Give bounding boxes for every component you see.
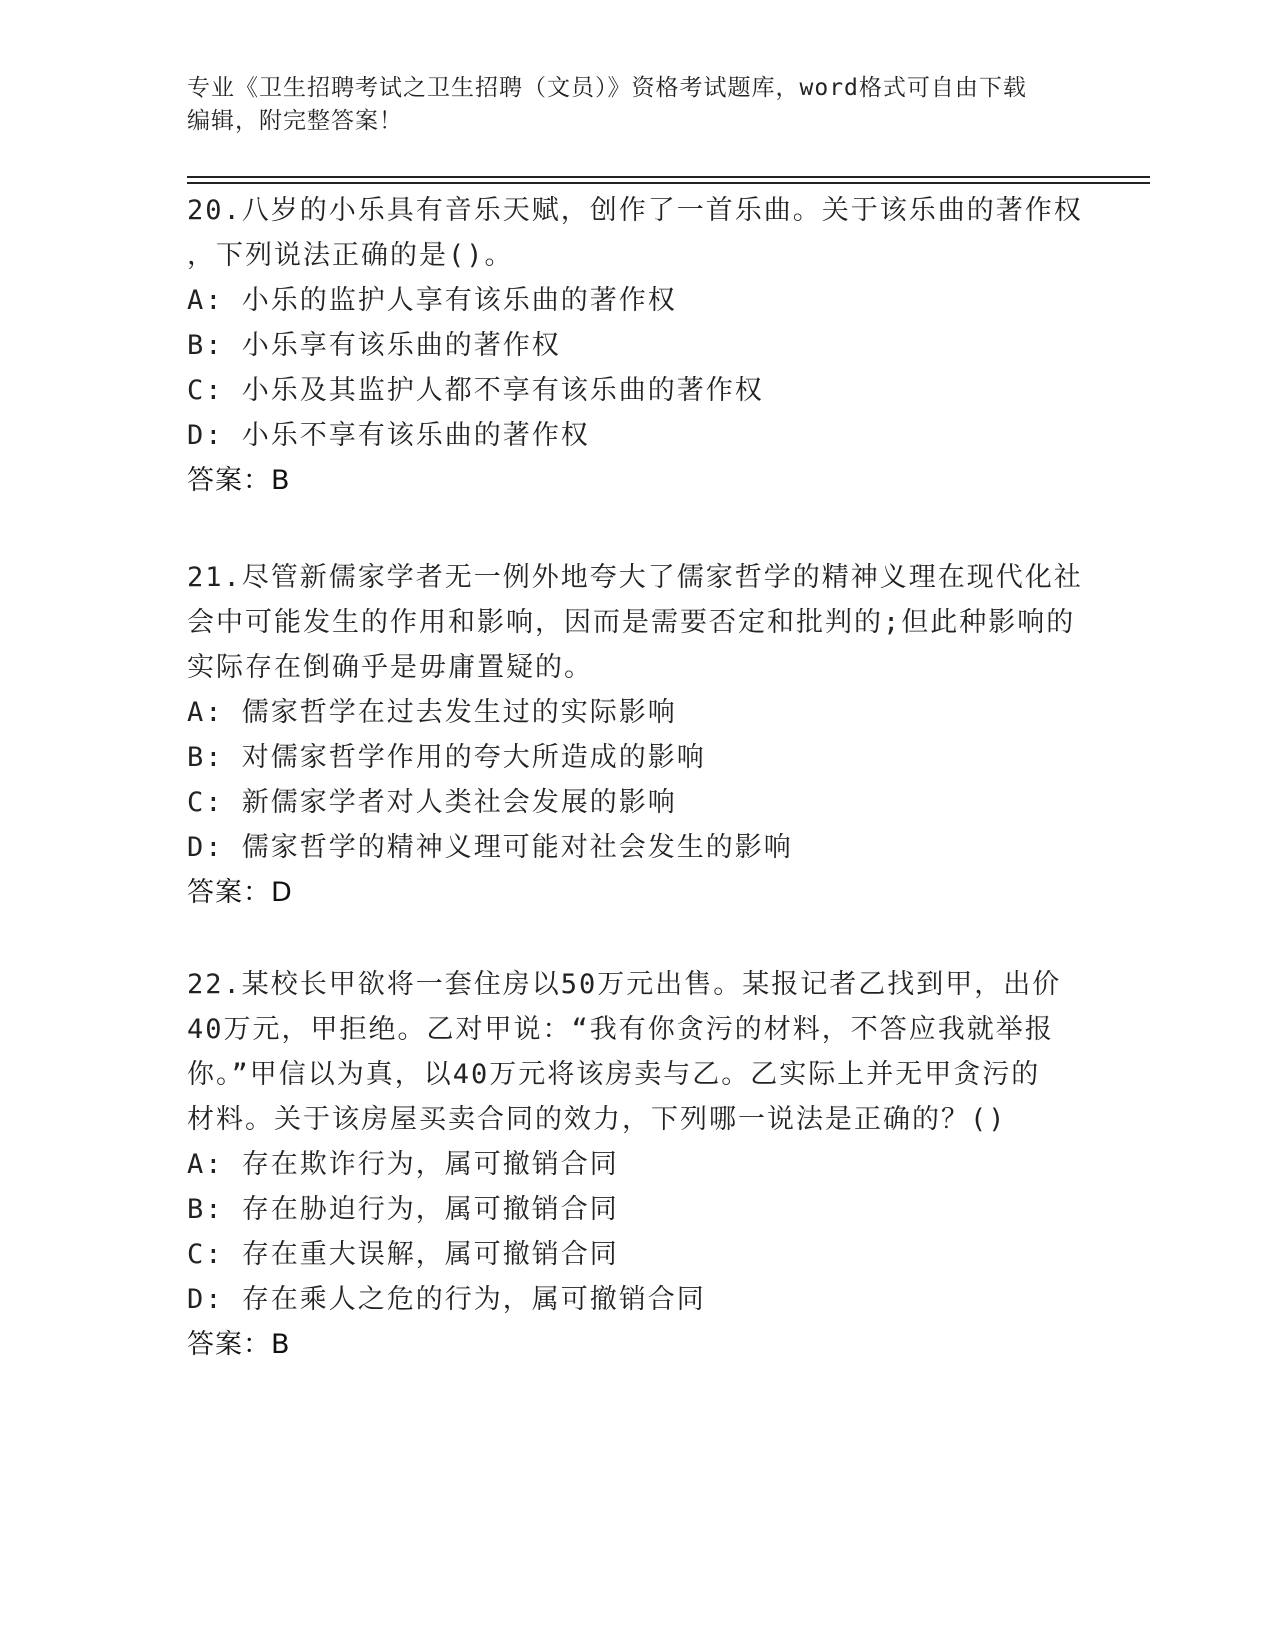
header-divider-bottom — [187, 182, 1150, 184]
stem-line: 会中可能发生的作用和影响，因而是需要否定和批判的;但此种影响的 — [187, 607, 1076, 638]
option-b: B: 存在胁迫行为，属可撤销合同 — [187, 1194, 619, 1225]
stem-line: 21.尽管新儒家学者无一例外地夸大了儒家哲学的精神义理在现代化社 — [187, 562, 1083, 593]
stem-line: ，下列说法正确的是()。 — [187, 240, 514, 271]
header-line: 专业《卫生招聘考试之卫生招聘（文员）》资格考试题库，word格式可自由下载 — [187, 75, 1027, 101]
stem-line: 20.八岁的小乐具有音乐天赋，创作了一首乐曲。关于该乐曲的著作权 — [187, 195, 1083, 226]
stem-line: 材料。关于该房屋买卖合同的效力，下列哪一说法是正确的？() — [187, 1104, 1007, 1135]
question-stem — [187, 188, 1087, 278]
question-stem — [187, 962, 1087, 1142]
option-d: D: 儒家哲学的精神义理可能对社会发生的影响 — [187, 832, 793, 863]
option-c: C: 小乐及其监护人都不享有该乐曲的著作权 — [187, 375, 764, 406]
question-22 — [187, 962, 1087, 1367]
answer-label: 答案：B — [187, 465, 291, 496]
stem-line: 你。”甲信以为真，以40万元将该房卖与乙。乙实际上并无甲贪污的 — [187, 1059, 1041, 1090]
question-stem — [187, 555, 1087, 690]
question-21 — [187, 555, 1087, 915]
stem-line: 实际存在倒确乎是毋庸置疑的。 — [187, 652, 593, 683]
answer-label: 答案：D — [187, 877, 293, 908]
option-a: A: 儒家哲学在过去发生过的实际影响 — [187, 697, 677, 728]
option-c: C: 存在重大误解，属可撤销合同 — [187, 1239, 619, 1270]
option-a: A: 存在欺诈行为，属可撤销合同 — [187, 1149, 619, 1180]
stem-line: 40万元，甲拒绝。乙对甲说：“我有你贪污的材料，不答应我就举报 — [187, 1014, 1054, 1045]
option-b: B: 小乐享有该乐曲的著作权 — [187, 330, 561, 361]
header-line: 编辑，附完整答案！ — [187, 108, 403, 134]
answer-label: 答案：B — [187, 1329, 291, 1360]
stem-line: 22.某校长甲欲将一套住房以50万元出售。某报记者乙找到甲，出价 — [187, 969, 1062, 1000]
document-header — [187, 72, 1067, 138]
option-a: A: 小乐的监护人享有该乐曲的著作权 — [187, 285, 677, 316]
question-20 — [187, 188, 1087, 503]
option-d: D: 小乐不享有该乐曲的著作权 — [187, 420, 590, 451]
option-b: B: 对儒家哲学作用的夸大所造成的影响 — [187, 742, 706, 773]
option-c: C: 新儒家学者对人类社会发展的影响 — [187, 787, 677, 818]
option-d: D: 存在乘人之危的行为，属可撤销合同 — [187, 1284, 706, 1315]
header-divider-top — [187, 176, 1150, 178]
